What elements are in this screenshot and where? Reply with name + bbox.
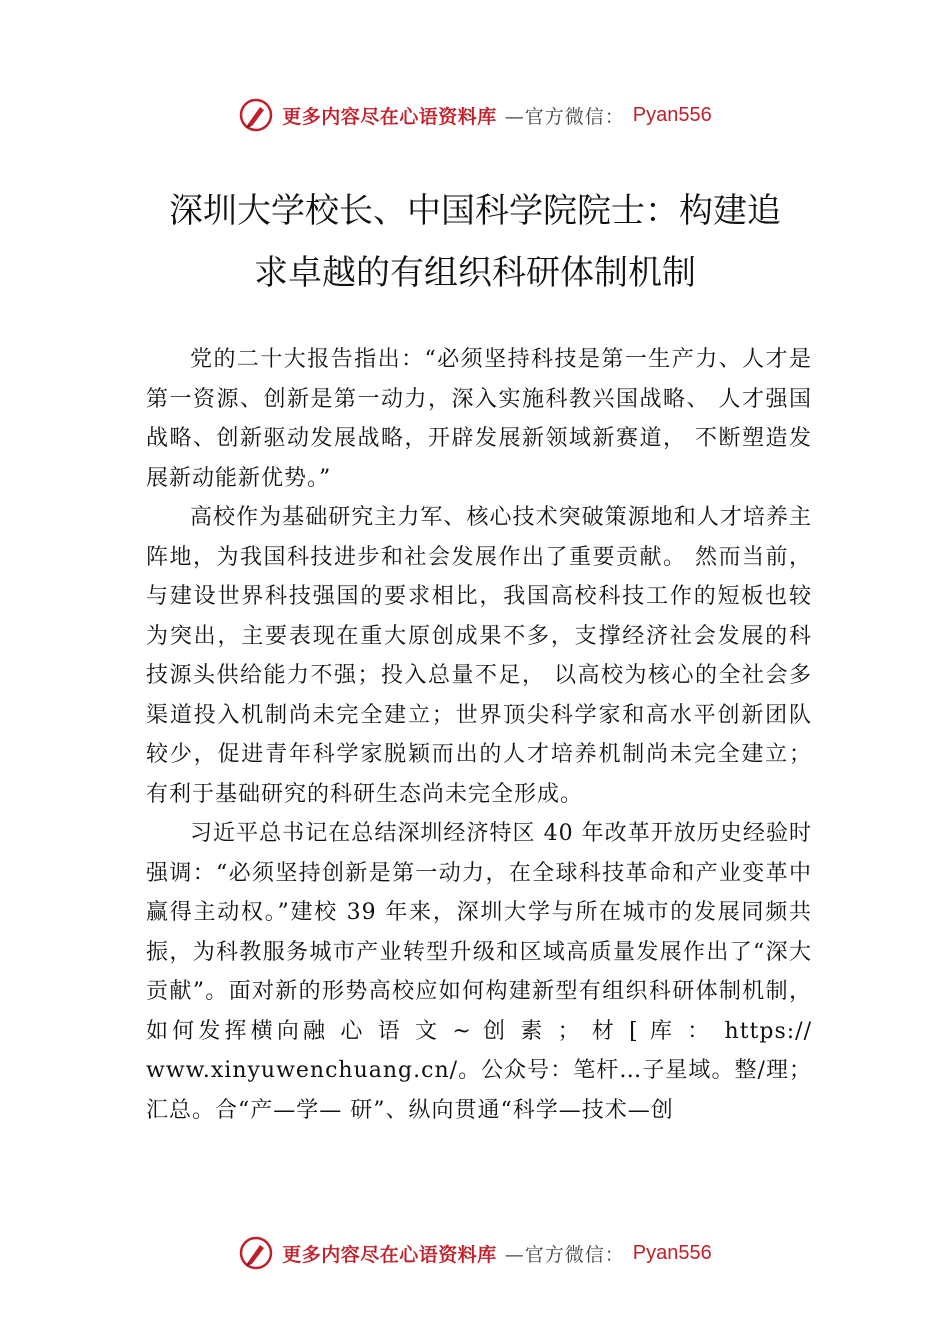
banner-contact-id: Pyan556 — [632, 1241, 712, 1264]
paragraph: 习近平总书记在总结深圳经济特区 40 年改革开放历史经验时强调：“必须坚持创新是第一动力，在全球科技革命和产业变革中赢得主动权。”建校 39 年来，深圳大学与所在城市的发展同频共振，为科教服务城市产业转型升级和区域高质量发展作出了“深大贡献”。面对新的形势高校应如何构建新型有组织科研体制机制，如何发挥横向融 心 语 文 ~ 创 素 ； 材 [ 库 ： https:// www.xinyuwenchuang.cn/。公众号：笔杆…子星域。整/理；汇总。合“产—学— 研”、纵向贯通“科学—技术—创 — [146, 821, 812, 1123]
banner-text: 更多内容尽在心语资料库 — [282, 1243, 497, 1266]
banner-text: 更多内容尽在心语资料库 — [282, 105, 497, 128]
paragraph: 高校作为基础研究主力军、核心技术突破策源地和人才培养主阵地，为我国科技进步和社会发展作出了重要贡献。 然而当前，与建设世界科技强国的要求相比，我国高校科技工作的短板也较为突出，主要表现在重大原创成果不多，支撑经济社会发展的科技源头供给能力不强；投入总量不足， 以高校为核心的全社会多渠道投入机制尚未完全建立；世界顶尖科学家和高水平创新团队较少，促进青年科学家脱颖而出的人才培养机制尚未完全建立；有利于基础研究的科研生态尚未完全形成。 — [146, 505, 812, 807]
banner-contact-label: —官方微信： — [504, 105, 625, 128]
article-title-line2: 求卓越的有组织科研体制机制 — [254, 253, 696, 293]
article-title-line1: 深圳大学校长、中国科学院院士：构建追 — [169, 191, 781, 231]
banner-contact-id: Pyan556 — [632, 103, 712, 126]
pen-logo-icon — [238, 1235, 274, 1271]
footer-banner — [0, 1233, 950, 1273]
article-body — [146, 340, 812, 1130]
article-title — [120, 180, 830, 304]
banner-contact-label: —官方微信： — [504, 1243, 625, 1266]
pen-logo-icon — [238, 97, 274, 133]
paragraph: 党的二十大报告指出：“必须坚持科技是第一生产力、人才是第一资源、创新是第一动力，深入实施科教兴国战略、 人才强国战略、创新驱动发展战略，开辟发展新领域新赛道， 不断塑造发展新动能新优势。” — [146, 347, 812, 491]
header-banner — [0, 95, 950, 135]
